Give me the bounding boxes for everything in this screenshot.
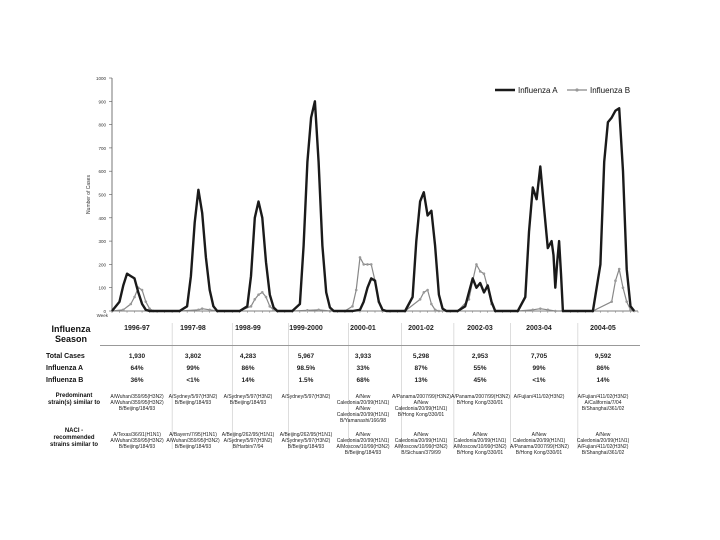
x-axis-label: Week — [96, 313, 108, 318]
season-label: 2002-03 — [467, 325, 493, 332]
naci-strain-cell: A/New Caledonia/20/99(H1N1) A/Moscow/10/99(H3N2) B/Hong Kong/330/01 — [453, 432, 507, 456]
predominant-strain-cell: A/Sydney/5/97(H3N2) — [281, 394, 331, 400]
season-row-label: Influenza Season — [51, 324, 91, 344]
predominant-strain-cell: A/Fujian/411/02(H3N2) A/California/7/04 B/Shanghai/361/02 — [577, 394, 629, 412]
legend-influenza-b-label: Influenza B — [590, 86, 631, 95]
naci-strain-cell: A/Texas/36/91(H1N1) A/Wuhan/359/95(H3N2) B/Beijing/184/93 — [110, 432, 164, 450]
naci-strain-cell: A/New Caledonia/20/99(H1N1) A/Fujian/411/02(H3N2) B/Shanghai/361/02 — [576, 432, 630, 456]
y-tick-label: 0 — [103, 309, 106, 314]
table-cell: 98.5% — [296, 365, 316, 372]
season-label: 2003-04 — [526, 325, 552, 332]
predominant-strain-cell: A/New Caledonia/20/99(H1N1) A/New Caledonia/20/99(H1N1) B/Yamanashi/166/98 — [336, 394, 390, 424]
table-cell: 99% — [186, 365, 200, 372]
naci-strain-cell: A/New Caledonia/20/99(H1N1) A/Moscow/10/99(H3N2) B/Beijing/184/93 — [336, 432, 390, 456]
table-cell: 33% — [356, 365, 370, 372]
influenza-b-label: Influenza B — [46, 377, 84, 384]
table-cell: 14% — [241, 377, 255, 384]
y-tick-label: 900 — [98, 99, 106, 105]
table-cell: 5,967 — [297, 353, 315, 360]
table-cell: 3,802 — [184, 353, 202, 360]
legend-influenza-a-label: Influenza A — [518, 86, 558, 95]
predominant-strain-cell: A/Sydney/5/97(H3N2) B/Beijing/184/93 — [223, 394, 273, 406]
table-cell: 45% — [473, 377, 487, 384]
table-cell: 13% — [414, 377, 428, 384]
table-cell: 4,283 — [239, 353, 257, 360]
predominant-strain-cell: A/Panama/2007/99(H3N2) B/Hong Kong/330/01 — [451, 394, 510, 406]
table-cell: 99% — [532, 365, 546, 372]
table-cell: 2,953 — [471, 353, 489, 360]
table-divider — [100, 345, 640, 346]
table-cell: 3,933 — [354, 353, 372, 360]
y-tick-label: 100 — [98, 285, 106, 291]
table-cell: 87% — [414, 365, 428, 372]
predominant-strain-cell: A/Sydney/5/97(H3N2) B/Beijing/184/93 — [168, 394, 218, 406]
y-tick-label: 500 — [98, 192, 106, 198]
naci-strain-cell: A/New Caledonia/20/99(H1N1) A/Panama/2007/99(H3N2) B/Hong Kong/330/01 — [510, 432, 569, 456]
season-label: 2001-02 — [408, 325, 434, 332]
naci-strain-cell: A/Bayern/7/95(H1N1) A/Wuhan/359/95(H3N2) B/Beijing/184/93 — [166, 432, 220, 450]
season-label: 1997-98 — [180, 325, 206, 332]
predominant-strain-cell: A/Fujian/411/02(H3N2) — [513, 394, 565, 400]
predominant-strain-cell: A/Panama/2007/99(H3N2) A/New Caledonia/20/99(H1N1) B/Hong Kong/330/01 — [392, 394, 451, 418]
total-cases-label: Total Cases — [46, 353, 85, 360]
y-tick-label: 200 — [98, 262, 106, 268]
influenza-a-label: Influenza A — [46, 365, 84, 372]
y-tick-label: 300 — [98, 239, 106, 245]
predominant-label: Predominant strain(s) similar to — [47, 393, 100, 406]
naci-label: NACI - recommended strains similar to — [49, 428, 99, 448]
table-cell: 86% — [241, 365, 255, 372]
season-label: 2004-05 — [590, 325, 616, 332]
y-tick-label: 1000 — [95, 76, 106, 81]
y-axis-label: Number of Cases — [86, 175, 92, 214]
table-cell: 55% — [473, 365, 487, 372]
season-label: 1996-97 — [124, 325, 150, 332]
y-tick-label: 600 — [98, 169, 106, 175]
table-cell: 64% — [130, 365, 144, 372]
predominant-strain-cell: A/Wuhan/359/95(H3N2) A/Wuhan/359/95(H3N2) B/Beijing/184/93 — [110, 394, 164, 412]
table-cell: 86% — [596, 365, 610, 372]
table-cell: <1% — [532, 377, 546, 384]
naci-strain-cell: A/Beijing/262/95(H1N1) A/Sydney/5/97(H3N2) B/Beijing/184/93 — [279, 432, 333, 450]
naci-strain-cell: A/New Caledonia/20/99(H1N1) A/Moscow/10/99(H3N2) B/Sichuan/379/99 — [394, 432, 448, 456]
table-cell: 9,592 — [594, 353, 612, 360]
table-cell: <1% — [186, 377, 200, 384]
table-cell: 5,298 — [412, 353, 430, 360]
table-cell: 68% — [356, 377, 370, 384]
y-tick-label: 800 — [98, 122, 106, 128]
table-cell: 7,705 — [530, 353, 548, 360]
naci-strain-cell: A/Beijing/262/95(H1N1) A/Sydney/5/97(H3N2) B/Harbin/7/94 — [221, 432, 275, 450]
y-tick-label: 400 — [98, 215, 106, 221]
season-label: 2000-01 — [350, 325, 376, 332]
table-cell: 1.5% — [298, 377, 314, 384]
table-cell: 14% — [596, 377, 610, 384]
y-tick-label: 700 — [98, 145, 106, 151]
table-cell: 36% — [130, 377, 144, 384]
season-label: 1998-99 — [235, 325, 261, 332]
table-cell: 1,930 — [128, 353, 146, 360]
season-label: 1999-2000 — [289, 325, 323, 332]
